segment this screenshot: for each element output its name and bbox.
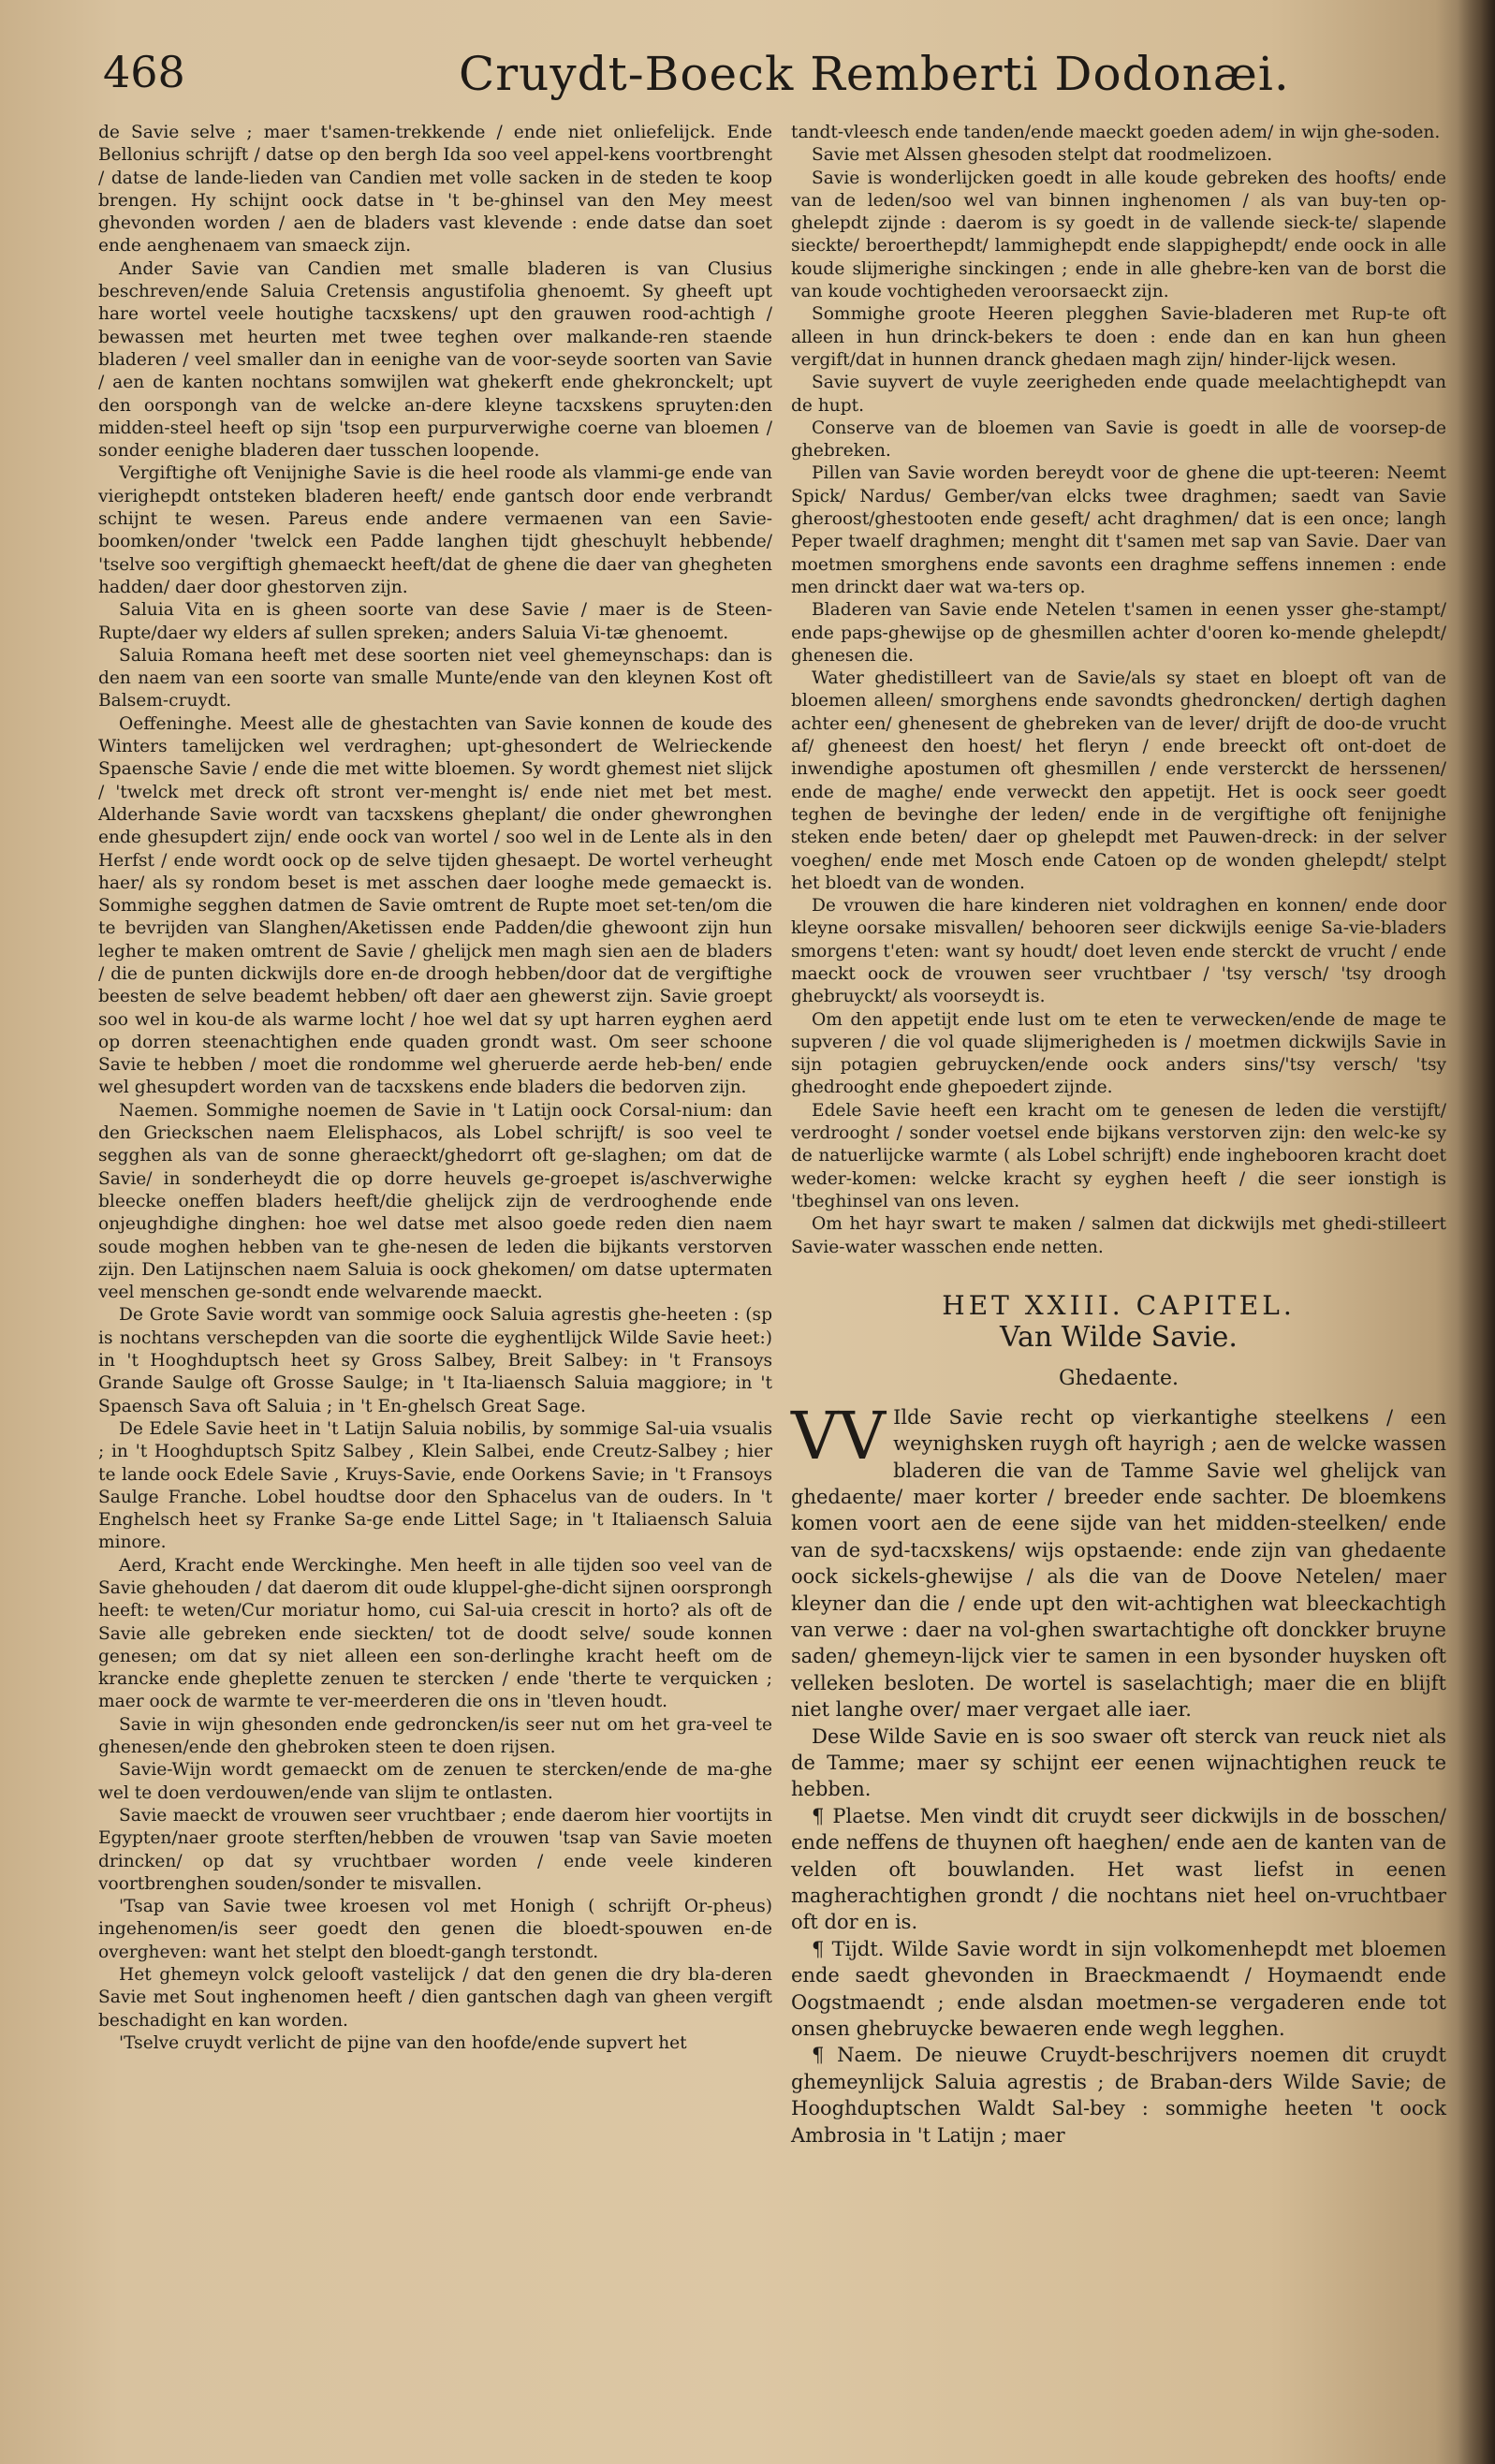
paragraph: Om het hayr swart te maken / salmen dat dickwijls met ghedi-stilleert Savie-water wasschen ende netten. (791, 1214, 1446, 1257)
page-header (103, 47, 1460, 112)
paragraph: Naemen. Sommighe noemen de Savie in 't Latijn oock Corsal-nium: dan den Grieckschen naem Elelisphacos, als Lobel schrijft/ is soo veel te segghen als van de sonne gheraeckt/ghedorrt oft ge-slaghen; om dat de Savie/ in sonderheydt die op dorre heuvels ge-groepet is/aschverwighe bleecke oneffen bladers heeft/die ghelijck zijn de verdrooghende ende onjeughdighe dinghen: hoe wel datse met alsoo goede reden dien naem soude moghen hebben van te ghe-nesen de leden die bijkants verstorven zijn. Den Latijnschen naem Saluia is oock ghekomen/ om datse uptermaten veel menschen ge-sondt ende welvarende maeckt. (98, 1100, 772, 1303)
paragraph: Savie in wijn ghesonden ende gedroncken/is seer nut om het gra-veel te ghenesen/ende den ghebroken steen te doen rijsen. (98, 1714, 772, 1758)
right-column (791, 122, 1446, 2149)
paragraph: Savie is wonderlijcken goedt in alle koude gebreken des hoofts/ ende van de leden/soo wel van binnen inghenomen / als van buy-ten op-ghelepdt zijnde : daerom is sy goedt in de vallende sieck-te/ slapende sieckte/ beroerthepdt/ lammighepdt ende slappighepdt/ ende oock in alle koude slijmerighe sinckingen ; ende in alle ghebre-ken van de borst die van koude vochtigheden veroorsaeckt zijn. (791, 168, 1446, 302)
paragraph: Sommighe groote Heeren plegghen Savie-bladeren met Rup-te oft alleen in hun drinck-bekers te doen : ende dan en kan hun gheen vergift/dat in hunnen dranck ghedaen magh zijn/ hinder-lijck wesen. (791, 304, 1446, 370)
paragraph: Savie maeckt de vrouwen seer vruchtbaer ; ende daerom hier voortijts in Egypten/naer groote sterften/hebben de vrouwen 'tsap van Savie moeten drincken/ op dat sy vruchtbaer worden / ende veele kinderen voortbrenghen souden/sonder te misvallen. (98, 1805, 772, 1894)
chapter-title: HET XXIII. CAPITEL. (942, 1289, 1296, 1321)
left-column (98, 122, 772, 2055)
paragraph: Oeffeninghe. Meest alle de ghestachten van Savie konnen de koude des Winters tamelijcken wel verdraghen; upt-ghesondert de Welrieckende Spaensche Savie / ende die met witte bloemen. Sy wordt ghemest niet slijck / 'twelck met dreck oft stront ver-menght is/ ende niet met bet mest. Alderhande Savie wordt van tacxskens gheplant/ die onder ghewronghen ende ghesupdert zijn/ ende oock van wortel / soo wel in de Lente als in den Herfst / ende wordt oock op de selve tijden ghesaept. De wortel verheught haer/ als sy rondom beset is met asschen daer looghe mede gemaeckt is. Sommighe segghen datmen de Savie omtrent de Rupte moet set-ten/om die te bevrijden van Slanghen/Aketissen ende Padden/die ghewoont zijn hun legher te maken omtrent de Savie / ghelijck men magh sien aen de bladers / die de punten dickwijls dore en-de droogh hebben/door dat de vergiftighe beesten de selve beademt hebben/ oft daer aen ghewerst zijn. Savie groept soo wel in kou-de als warme locht / hoe wel dat sy upt harren eyghen aerd op dorren steenachtighen ende quaden grondt wast. Om seer schoone Savie te hebben / moet die rondomme wel gheruerde aerde heb-ben/ ende wel ghesupdert worden van de tacxskens ende bladers die bedorven zijn. (98, 713, 772, 1098)
paragraph: Dese Wilde Savie en is soo swaer oft sterck van reuck niet als de Tamme; maer sy schijnt eer eenen wijnachtighen reuck te hebben. (791, 1724, 1446, 1801)
paragraph: ¶ Naem. De nieuwe Cruydt-beschrijvers noemen dit cruydt ghemeynlijck Saluia agrestis ; de Braban-ders Wilde Savie; de Hooghduptschen Waldt Sal-bey : sommighe heeten 't oock Ambrosia in 't Latijn ; maer (791, 2044, 1446, 2147)
paragraph: Saluia Romana heeft met dese soorten niet veel ghemeynschaps: dan is den naem van een soorte van smalle Munte/ende van den kleynen Kost oft Balsem-cruydt. (98, 645, 772, 711)
paragraph: 'Tsap van Savie twee kroesen vol met Honigh ( schrijft Or-pheus) ingehenomen/is seer goedt den genen die bloedt-spouwen en-de overgheven: want het stelpt den bloedt-gangh terstondt. (98, 1897, 772, 1962)
chapter-body (791, 1397, 1446, 2149)
paragraph: Savie met Alssen ghesoden stelpt dat roodmelizoen. (812, 145, 1273, 166)
paragraph: De vrouwen die hare kinderen niet voldraghen en konnen/ ende door kleyne oorsake misvallen/ behooren seer dickwijls eenige Sa-vie-bladers smorgens t'eten: want sy houdt/ doet leven ende sterckt de vrucht / ende maeckt oock de vrouwen seer vruchtbaer / 'tsy versch/ 'tsy droogh ghebruyckt/ als voorseydt is. (791, 896, 1446, 1007)
paragraph: de Savie selve ; maer t'samen-trekkende / ende niet onliefelijck. Ende Bellonius schrijft / datse op den bergh Ida soo veel appel-kens voortbrenght / datse de lande-lieden van Candien met volle sacken in de steden te koop brengen. Hy schijnt oock datse in 't be-ghinsel van den Mey meest ghevonden worden / aen de bladers vast klevende : ende datse dan soet ende aenghenaem van smaeck zijn. (98, 123, 772, 257)
paragraph: Edele Savie heeft een kracht om te genesen de leden die verstijft/ verdrooght / sonder voetsel ende bijkans verstorven zijn: den welc-ke sy de natuerlijcke warmte ( als Lobel schrijft) ende inghebooren kracht doet weder-komen: welcke kracht sy eyghen heeft / die seer ionstigh is 'tbeghinsel van ons leven. (791, 1100, 1446, 1211)
paragraph: Aerd, Kracht ende Werckinghe. Men heeft in alle tijden soo veel van de Savie ghehouden / dat daerom dit oude kluppel-ghe-dicht sijnen oorsprongh heeft: te weten/Cur moriatur homo, cui Sal-uia crescit in horto? als oft de Savie alle gebreken ende sieckten/ tot de doodt selve/ soude konnen genesen; om dat sy niet alleen een son-derlinghe kracht heeft om de krancke ende gheplette zenuen te stercken / ende 'therte te verquicken ; maer oock de warmte te ver-meerderen die ons in 'tleven houdt. (98, 1555, 772, 1712)
chapter-subtitle: Van Wilde Savie. (1000, 1321, 1238, 1355)
paragraph: ¶ Tijdt. Wilde Savie wordt in sijn volkomenhepdt met bloemen ende saedt ghevonden in Braeckmaendt / Hoymaendt ende Oogstmaendt ; ende alsdan moetmen-se vergaderen ende tot onsen ghebruycke bewaeren ende wegh legghen. (791, 1937, 1446, 2041)
paragraph: Water ghedistilleert van de Savie/als sy staet en bloept oft van de bloemen alleen/ smorghens ende savondts ghedroncken/ dertigh daghen achter een/ ghenesent de ghebreken van de lever/ drijft de doo-de vrucht af/ gheneest den hoest/ het fleryn / ende breeckt oft ont-doet de inwendighe apostumen oft ghesmillen / ende versterckt de herssenen/ ende de maghe/ ende verweckt den appetijt. Het is oock seer goedt teghen de bevinghe der leden/ ende in de vergiftighe oft fenijnighe steken ende beten/ daer op ghelepdt met Pauwen-dreck: in der selver voeghen/ ende met Mosch ende Catoen op de wonden ghelepdt/ stelpt het bloedt van de wonden. (791, 668, 1446, 893)
paragraph: Bladeren van Savie ende Netelen t'samen in eenen ysser ghe-stampt/ ende paps-ghewijse op de ghesmillen achter d'ooren ko-mende ghelepdt/ ghenesen die. (791, 600, 1446, 666)
paragraph: ¶ Plaetse. Men vindt dit cruydt seer dickwijls in de bosschen/ ende neffens de thuynen oft haeghen/ ende aen de kanten van de velden oft bouwlanden. Het wast liefst in eenen magherachtighen grondt / die nochtans niet heel on-vruchtbaer oft dor en is. (791, 1804, 1446, 1934)
drop-cap: VV (791, 1397, 887, 1474)
running-head: Cruydt-Boeck Remberti Dodonæi. (459, 47, 1290, 101)
page-number: 468 (103, 47, 185, 97)
paragraph: 'Tselve cruydt verlicht de pijne van den hoofde/ende supvert het (119, 2032, 687, 2053)
paragraph: Savie-Wijn wordt gemaeckt om de zenuen te stercken/ende de ma-ghe wel te doen verdouwen/ende van slijm te ontlasten. (98, 1760, 772, 1803)
paragraph: Pillen van Savie worden bereydt voor de ghene die upt-teeren: Neemt Spick/ Nardus/ Gember/van elcks twee draghmen; saedt van Savie gheroost/ghestooten ende geseft/ acht draghmen/ dat is een once; langh Peper twaelf draghmen; menght dit t'samen met sap van Savie. Daer van moetmen smorghens ende savonts een draghme seffens innemen : ende men drinckt daer wat wa-ters op. (791, 463, 1446, 597)
paragraph: Het ghemeyn volck gelooft vastelijck / dat den genen die dry bla-deren Savie met Sout inghenomen heeft / dien gantschen dagh van gheen vergift beschadight en kan worden. (98, 1965, 772, 2031)
paragraph: Conserve van de bloemen van Savie is goedt in alle de voorsep-de ghebreken. (791, 418, 1446, 462)
paragraph-text: Ilde Savie recht op vierkantighe steelkens / een weynighsken ruygh oft hayrigh ; aen de welcke wassen bladeren die van de Tamme Savie wel ghelijck van ghedaente/ maer korter / breeder ende sachter. De bloemkens komen voort aen de eene sijde van het midden-steelken/ ende van de syd-tacxskens/ wijs opstaende: ende zijn van ghedaente oock sickels-ghewijse / als die van de Doove Netelen/ maer kleyner dan die / ende upt den wit-achtighen wat bleeckachtigh van verwe : daer na vol-ghen swartachtighe oft donckker bruyne saden/ ghemeyn-lijck vier te samen in een bysonder huysken oft velleken besloten. De wortel is saselachtigh; maer die en blijft niet langhe over/ maer vergaet alle iaer. (791, 1405, 1446, 1722)
paragraph: Vergiftighe oft Venijnighe Savie is die heel roode als vlammi-ge ende van vierighepdt ontsteken bladeren heeft/ ende gantsch door ende verbrandt schijnt te wesen. Pareus ende andere vermaenen van een Savie-boomken/onder 'twelck een Padde langhen tijdt gheschuylt hebbende/ 'tselve soo vergiftigh ghemaeckt heeft/dat de ghene die daer van ghegheten hadden/ daer door ghestorven zijn. (98, 463, 772, 597)
paragraph: De Grote Savie wordt van sommige oock Saluia agrestis ghe-heeten : (sp is nochtans verschepden van die soorte die eyghentlijck Wilde Savie heet:) in 't Hooghduptsch heet sy Gross Salbey, Breit Salbey: in 't Fransoys Grande Saulge oft Grosse Saulge; in 't Ita-liaensch Saluia maggiore; in 't Spaensch Sava oft Saluia ; in 't En-ghelsch Great Sage. (98, 1305, 772, 1416)
paragraph: Ander Savie van Candien met smalle bladeren is van Clusius beschreven/ende Saluia Cretensis angustifolia ghenoemt. Sy gheeft upt hare wortel veele houtighe tacxskens/ upt den grauwen rood-achtigh / bewassen met heurten met twee teghen over malkande-ren staende bladeren / veel smaller dan in eenighe van de voor-seyde soorten van Savie / aen de kanten nochtans somwijlen wat ghekerft ende ghekronckelt; upt den oorspongh van de welcke an-dere kleyne tacxskens spruyten:den midden-steel heeft op sijn 'tsop een purpurverwighe coerne van bloemen / sonder eenighe bladeren daer tusschen loopende. (98, 258, 772, 462)
paragraph-with-dropcap (791, 1397, 1446, 1723)
paragraph: Om den appetijt ende lust om te eten te verwecken/ende de mage te supveren / die vol quade slijmerigheden is / moetmen dickwijls Savie in sijn potagien gebruycken/ende oock anders sins/'tsy versch/ 'tsy ghedrooght ende ghepoedert zijnde. (791, 1009, 1446, 1098)
book-spine-shadow (1458, 0, 1495, 2464)
paragraph: De Edele Savie heet in 't Latijn Saluia nobilis, by sommige Sal-uia vsualis ; in 't Hooghduptsch Spitz Salbey , Klein Salbei, ende Creutz-Salbey ; hier te lande oock Edele Savie , Kruys-Savie, ende Oorkens Savie; in 't Fransoys Saulge Franche. Lobel houdtse door den Sphacelus van de ouders. In 't Enghelsch heet sy Franke Sa-ge ende Littel Sage; in 't Italiaensch Saluia minore. (98, 1418, 772, 1553)
paragraph: Savie suyvert de vuyle zeerigheden ende quade meelachtighepdt van de hupt. (791, 373, 1446, 416)
paragraph: tandt-vleesch ende tanden/ende maeckt goeden adem/ in wijn ghe-soden. (791, 123, 1441, 142)
section-heading: Ghedaente. (1058, 1367, 1179, 1391)
paragraph: Saluia Vita en is gheen soorte van dese Savie / maer is de Steen-Rupte/daer wy elders af sullen spreken; anders Saluia Vi-tæ ghenoemt. (98, 600, 772, 643)
